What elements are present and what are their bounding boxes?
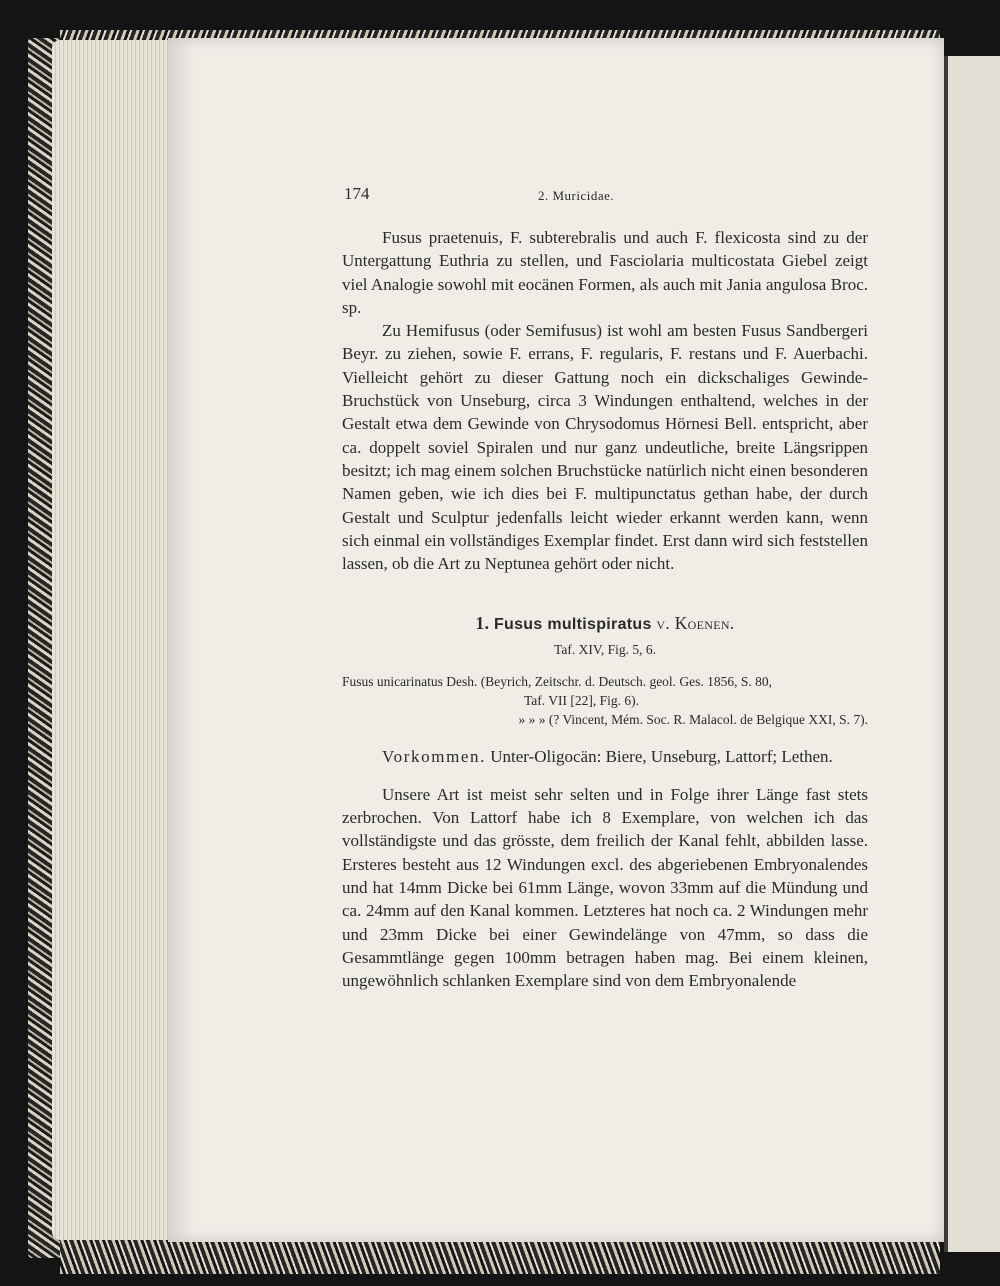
synonymy-1-line-b: Taf. VII [22], Fig. 6).	[524, 693, 640, 709]
plate-reference: Taf. XIV, Fig. 5, 6.	[554, 642, 656, 658]
section-title: 2. Muricidae.	[538, 188, 615, 203]
description-paragraph: Unsere Art ist meist sehr selten und in Folge ihrer Länge fast stets zerbrochen. Von Lattorf habe ich 8 Exemplare, von welchen ich das vollständigste und das grösste, dem freilich der Kanal fehlt, abbilden lasse. Ersteres besteht aus 12 Windungen excl. des abgeriebenen Embryonalendes und hat 14mm Dicke bei 61mm Länge, wovon 33mm auf die Mündung und ca. 24mm auf den Kanal kommen. Letzteres hat noch ca. 2 Windungen mehr und 23mm Dicke bei einer Gewindelänge von 47mm, so dass die Gesammtlänge gegen 100mm betragen haben mag. Bei einem kleinen, ungewöhnlich schlanken Exemplare sind von dem Embryonalende	[342, 784, 868, 991]
species-number: 1.	[475, 613, 490, 634]
species-heading	[342, 613, 868, 634]
synonymy-1-line-a: Fusus unicarinatus Desh. (Beyrich, Zeitschr. d. Deutsch. geol. Ges. 1856, S. 80,	[342, 674, 773, 690]
species-author: v. Koenen.	[656, 613, 735, 634]
running-head	[342, 180, 868, 208]
paragraph-hemifusus: Zu Hemifusus (oder Semifusus) ist wohl am besten Fusus Sandbergeri Beyr. zu ziehen, sowie F. errans, F. regularis, F. restans und F. Auerbachi. Vielleicht gehört zu dieser Gattung noch ein dickschaliges Gewinde-Bruchstück von Unseburg, circa 3 Windungen enthaltend, welches in der Gestalt etwa dem Gewinde von Chrysodomus Hörnesi Bell. entspricht, aber ca. doppelt soviel Spiralen und nur ganz undeutliche, breite Längsrippen besitzt; ich mag einem solchen Bruchstücke natürlich nicht einen besonderen Namen geben, wie ich dies bei F. multipunctatus gethan habe, der durch Gestalt und Sculptur jedenfalls leicht wieder erkannt werden kann, wenn sich einmal ein vollständiges Exemplar findet. Erst dann wird sich feststellen lassen, ob die Art zu Neptunea gehört oder nicht.	[342, 321, 868, 574]
occurrence-text: Unter-Oligocän: Biere, Unseburg, Lattorf; Lethen.	[490, 747, 833, 767]
page-content	[342, 180, 868, 992]
page-stack-edge	[52, 40, 182, 1240]
occurrence-paragraph	[342, 745, 868, 768]
occurrence-label: Vorkommen.	[382, 747, 486, 767]
synonymy-entry-2: » » » (? Vincent, Mém. Soc. R. Malacol. de Belgique XXI, S. 7).	[518, 712, 868, 728]
paragraph-intro: Fusus praetenuis, F. subterebralis und auch F. flexicosta sind zu der Untergattung Euthria zu stellen, und Fasciolaria multicostata Giebel zeigt viel Analogie sowohl mit eocänen Formen, als auch mit Jania angulosa Broc. sp.	[342, 228, 868, 317]
synonymy-entry-1	[342, 672, 868, 710]
next-page-edge	[944, 56, 1000, 1252]
page-number: 174	[344, 184, 370, 203]
species-name: Fusus multispiratus	[493, 616, 652, 634]
